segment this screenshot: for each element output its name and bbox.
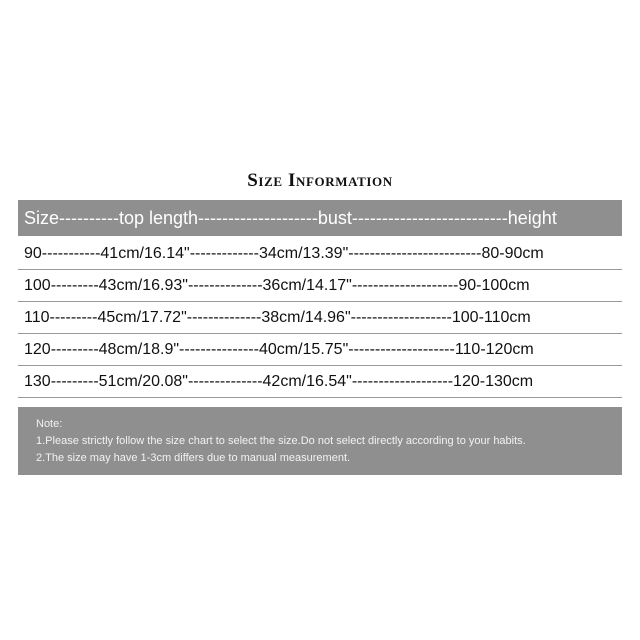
table-row: 100---------43cm/16.93"--------------36cm/14.17"--------------------90-100cm <box>18 270 622 302</box>
table-row: 130---------51cm/20.08"--------------42cm/16.54"-------------------120-130cm <box>18 366 622 398</box>
note-line: 1.Please strictly follow the size chart to select the size.Do not select directly according to your habits. <box>36 435 526 447</box>
page-title: Size Information <box>247 170 393 191</box>
size-table-header: Size----------top length--------------------bust--------------------------height <box>18 200 622 236</box>
table-row: 90-----------41cm/16.14"-------------34cm/13.39"-------------------------80-90cm <box>18 238 622 270</box>
note-heading: Note: <box>36 418 63 430</box>
note-box <box>18 407 622 475</box>
note-line: 2.The size may have 1-3cm differs due to manual measurement. <box>36 452 351 464</box>
table-row: 110---------45cm/17.72"--------------38cm/14.96"-------------------100-110cm <box>18 302 622 334</box>
table-row: 120---------48cm/18.9"---------------40cm/15.75"--------------------110-120cm <box>18 334 622 366</box>
size-table <box>18 238 622 398</box>
